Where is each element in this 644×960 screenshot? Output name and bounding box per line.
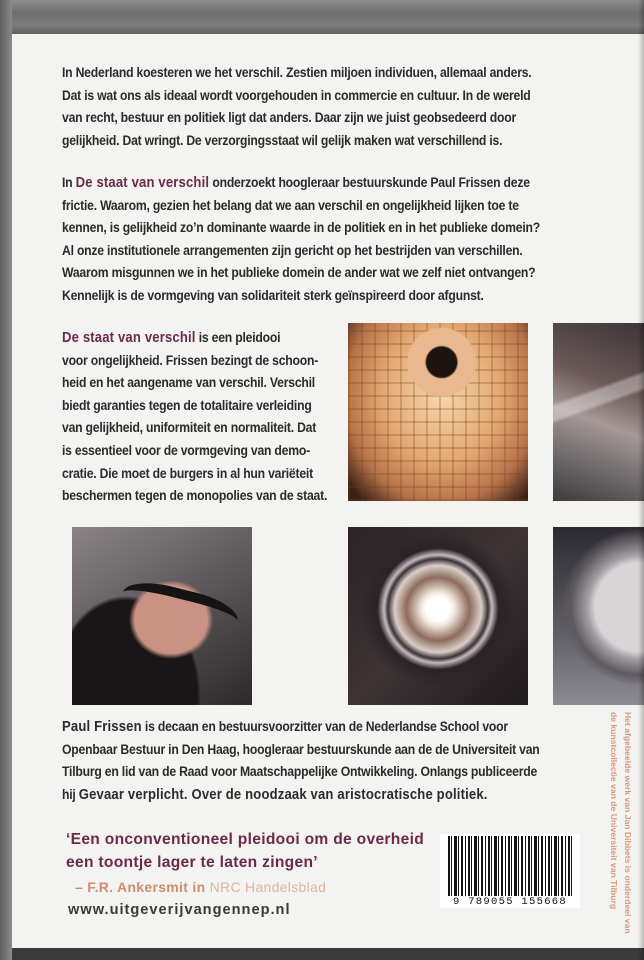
intro-paragraph — [62, 62, 544, 152]
book-page-edge-top — [0, 0, 644, 36]
text-prefix: In — [62, 175, 76, 191]
attribution-author: – F.R. Ankersmit in — [75, 879, 210, 895]
text-line: cratie. Die moet de burgers in al hun variëteit — [62, 465, 313, 482]
glasses-shape — [116, 575, 241, 646]
quote-line: een toontje lager te laten zingen’ — [66, 854, 318, 871]
caption-line: de kunstcollectie van de Universiteit van Tilburg — [609, 712, 619, 910]
text-line — [62, 172, 544, 195]
review-quote — [66, 828, 424, 874]
isbn-digits: 9 789055 155668 — [440, 896, 580, 908]
text-line: van gelijkheid, uniformiteit en normaliteit. Dat — [62, 420, 317, 437]
quote-attribution — [75, 879, 326, 895]
artwork-credit-caption — [603, 712, 639, 934]
isbn-barcode — [440, 834, 580, 908]
text-line: frictie. Waarom, gezien het belang dat we aan verschil en ongelijkheid lijken toe te — [62, 197, 519, 214]
author-bio-paragraph — [62, 716, 544, 806]
caption-line: Het afgebeelde werk van Jan Dibbets is onderdeel van — [623, 712, 633, 934]
text-rest: is decaan en bestuursvoorzitter van de Nederlandse School voor — [141, 719, 508, 735]
text-rest: is een pleidooi — [195, 330, 281, 346]
book-page-edge-left — [0, 0, 12, 960]
other-book-title: Gevaar verplicht. — [78, 785, 188, 803]
text-line: gelijkheid. Dat wringt. De verzorgingsstaat wil gelijk maken wat verschillend is. — [62, 132, 503, 149]
text-line: van recht, bestuur en politiek ligt dat anders. Daar zijn we juist geobsedeerd door — [62, 110, 517, 127]
dome-side-partial-photo — [553, 323, 644, 501]
dome-dark-oculus-photo — [348, 527, 528, 705]
book-title-inline: De staat van verschil — [62, 329, 196, 346]
quote-line: ‘Een onconventioneel pleidooi om de overheid — [66, 831, 425, 848]
text-line: is essentieel voor de vormgeving van demo- — [62, 442, 310, 459]
text-line: beschermen tegen de monopolies van de staat. — [62, 488, 328, 505]
text-line: heid en het aangename van verschil. Verschil — [62, 375, 315, 392]
text-line — [62, 716, 544, 739]
plea-paragraph — [62, 327, 328, 508]
text-line: biedt garanties tegen de totalitaire verleiding — [62, 397, 312, 414]
text-line: Tilburg en lid van de Raad voor Maatschappelijke Ontwikkeling. Onlangs publiceerde — [62, 764, 538, 781]
text-line: Waarom misgunnen we in het publieke domein de ander wat we zelf niet ontvangen? — [62, 265, 536, 282]
attribution-source: NRC Handelsblad — [209, 879, 327, 895]
text-line: kennen, is gelijkheid zo’n dominante waarde in de politiek en in het publieke domein? — [62, 220, 540, 237]
text-line: Dat is wat ons als ideaal wordt voorgehouden in commercie en cultuur. In de wereld — [62, 87, 531, 104]
barcode-bars — [448, 836, 572, 898]
text-prefix: hij — [62, 786, 79, 803]
summary-paragraph — [62, 172, 544, 308]
author-portrait-photo — [72, 527, 252, 705]
other-book-subtitle: Over de noodzaak van aristocratische politiek. — [187, 785, 488, 803]
text-line: Openbaar Bestuur in Den Haag, hoogleraar bestuurskunde aan de de Universiteit van — [62, 741, 540, 758]
text-line: voor ongelijkheid. Frissen bezingt de schoon- — [62, 352, 319, 369]
cover-edge-shadow — [638, 0, 644, 960]
text-line: Kennelijk is de vormgeving van solidariteit sterk geïnspireerd door afgunst. — [62, 287, 484, 304]
text-line — [62, 327, 320, 350]
dome-side-partial-photo-2 — [553, 527, 644, 705]
book-title-inline: De staat van verschil — [75, 174, 210, 191]
text-line — [62, 784, 544, 807]
author-name: Paul Frissen — [62, 718, 142, 735]
text-line: In Nederland koesteren we het verschil. Zestien miljoen individuen, allemaal anders. — [62, 65, 532, 81]
text-rest: onderzoekt hoogleraar bestuurskunde Paul Frissen deze — [209, 175, 530, 191]
dome-warm-coffered-photo — [348, 323, 528, 501]
publisher-website: www.uitgeverijvangennep.nl — [68, 902, 291, 918]
text-line: Al onze institutionele arrangementen zijn gericht op het bestrijden van verschillen. — [62, 242, 523, 259]
